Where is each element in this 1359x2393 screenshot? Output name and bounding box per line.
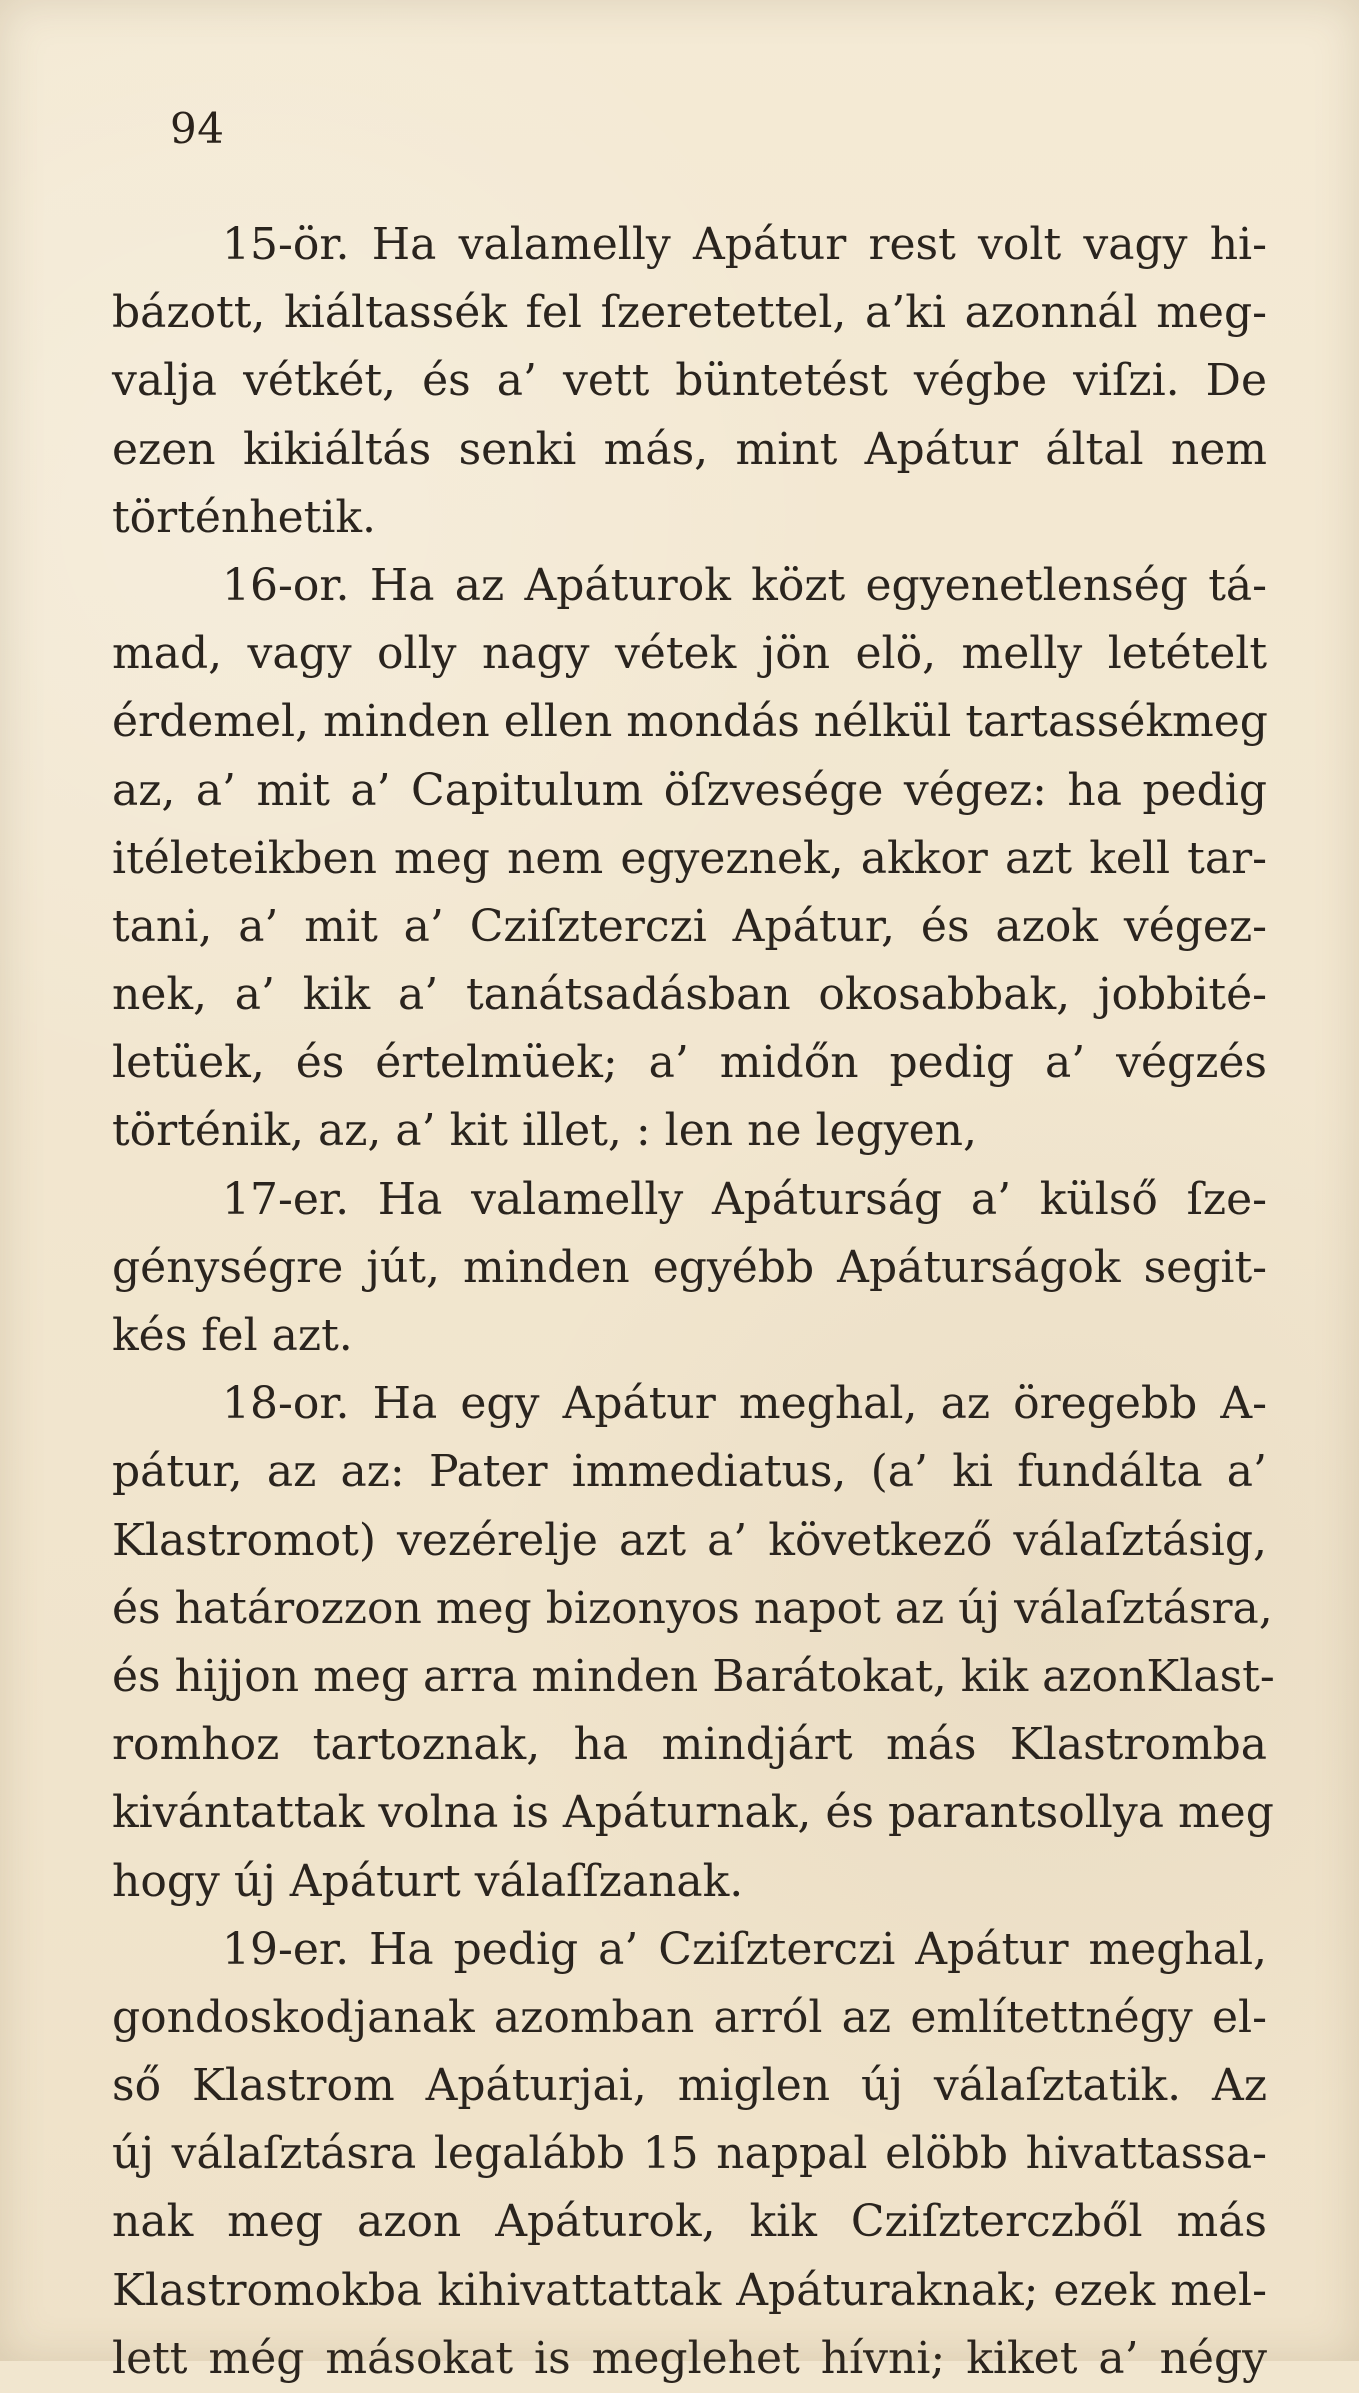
text-line: letüek, és értelmüek; a’ midőn pedig a’ végzés — [112, 1037, 1267, 1089]
text-line: 19-er. Ha pedig a’ Cziſzterczi Apátur meghal, — [222, 1923, 1267, 1975]
text-line: és hijjon meg arra minden Barátokat, kik azonKlast- — [112, 1650, 1275, 1702]
text-line: és határozzon meg bizonyos napot az új válaſztásra, — [112, 1582, 1273, 1634]
text-line: történik, az, a’ kit illet, : len ne legyen, — [112, 1105, 977, 1157]
text-line: gondoskodjanak azomban arról az említettnégy el- — [112, 1991, 1267, 2043]
text-line: 17-er. Ha valamelly Apáturság a’ külső ſze- — [222, 1173, 1267, 1225]
text-line: génységre jút, minden egyébb Apáturságok segit- — [112, 1241, 1267, 1293]
text-line: ső Klastrom Apáturjai, miglen új válaſztatik. Az — [112, 2060, 1267, 2112]
text-line: lett még másokat is meglehet hívni; kiket a’ négy — [112, 2332, 1267, 2384]
text-line: 16-or. Ha az Apáturok közt egyenetlenség tá- — [222, 559, 1267, 611]
text-line: Klastromokba kihivattattak Apáturaknak; ezek mel- — [112, 2264, 1267, 2316]
text-line: itéleteikben meg nem egyeznek, akkor azt kell tar- — [112, 832, 1267, 884]
text-line: 15-ör. Ha valamelly Apátur rest volt vagy hi- — [222, 219, 1267, 270]
text-line: mad, vagy olly nagy vétek jön elö, melly letételt — [112, 628, 1267, 680]
text-line: bázott, kiáltassék fel ſzeretettel, a’ki azonnál meg- — [112, 287, 1267, 339]
page-number: 94 — [170, 104, 225, 153]
text-line: valja vétkét, és a’ vett büntetést végbe viſzi. De — [112, 355, 1267, 407]
text-line: 18-or. Ha egy Apátur meghal, az öregebb A- — [222, 1378, 1267, 1430]
body-text — [112, 211, 1275, 2393]
text-line: történhetik. — [112, 491, 377, 543]
text-line: az, a’ mit a’ Capitulum öſzvesége végez: ha pedig — [112, 764, 1267, 816]
text-line: romhoz tartoznak, ha mindjárt más Klastromba — [112, 1719, 1267, 1771]
text-line: tani, a’ mit a’ Cziſzterczi Apátur, és azok végez- — [112, 900, 1267, 952]
text-line: pátur, az az: Pater immediatus, (a’ ki fundálta a’ — [112, 1446, 1267, 1498]
text-line: Klastromot) vezérelje azt a’ következő válaſztásig, — [112, 1514, 1267, 1566]
text-line: nek, a’ kik a’ tanátsadásban okosabbak, jobbité- — [112, 969, 1267, 1021]
text-line: hogy új Apáturt válaſſzanak. — [112, 1855, 744, 1907]
text-line: ezen kikiáltás senki más, mint Apátur által nem — [112, 423, 1267, 475]
text-line: kés fel azt. — [112, 1310, 353, 1361]
text-line: új válaſztásra legalább 15 nappal elöbb hivattassa- — [112, 2128, 1267, 2180]
text-line: kivántattak volna is Apáturnak, és parantsollya meg — [112, 1787, 1274, 1839]
text-line: nak meg azon Apáturok, kik Cziſzterczből más — [112, 2196, 1267, 2248]
text-line: érdemel, minden ellen mondás nélkül tartassékmeg — [112, 696, 1268, 748]
